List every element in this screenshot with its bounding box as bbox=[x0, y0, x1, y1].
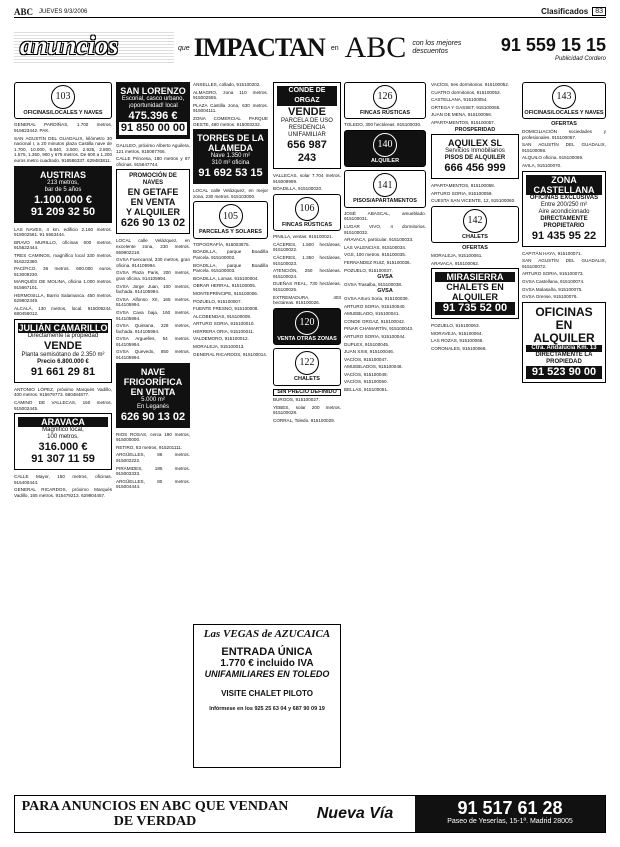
section-105 bbox=[193, 201, 268, 238]
ad-phone: 91 661 29 81 bbox=[30, 365, 96, 378]
section-number: 105 bbox=[219, 204, 243, 228]
list-item: CORRAL, Toledo. 915100029. bbox=[273, 417, 335, 423]
banner-phone: 91 559 15 15 bbox=[500, 34, 606, 55]
list-item: POZUELO, 915100063. bbox=[431, 323, 480, 329]
ad-heading: Las VEGAS de AZUCAICA bbox=[203, 628, 331, 640]
ad-phone: 666 456 999 bbox=[444, 162, 506, 175]
list-item: VACÍOS, tres dormitorios. 915100052. bbox=[431, 82, 510, 87]
list-item: ZONA COMERCIAL PARQUE OESTE, 480 metros. 915003232. bbox=[193, 115, 268, 127]
ad-line: EN VENTA bbox=[130, 197, 176, 208]
ad-line: PROMOCIÓN DE NAVES bbox=[129, 173, 177, 187]
section-126 bbox=[344, 82, 426, 119]
ad-heading: TORRES DE LA ALAMEDA bbox=[197, 133, 264, 154]
list-item: BOADILLA, 915100020. bbox=[273, 186, 323, 192]
banner-abc-logo: ABC bbox=[344, 31, 407, 64]
list-item: CALLE Mayor, 150 metros, oficinas. 915400444. bbox=[14, 474, 112, 485]
list-item: LAS NAVES, 4 km. edificio 2.160 metros. 918002561. 91 5563444. bbox=[14, 226, 112, 238]
footer-ad[interactable] bbox=[14, 795, 606, 833]
section-120 bbox=[273, 308, 341, 345]
ad-conde-orgaz[interactable] bbox=[273, 82, 341, 169]
list-item: APARTAMENTOS, 915100057. bbox=[431, 119, 496, 125]
ad-line: CHALETS EN ALQUILER bbox=[446, 282, 504, 303]
ad-line: Magnífico local, bbox=[42, 427, 84, 434]
page-header bbox=[14, 6, 606, 18]
list-item: ARTURO SORIA, 915100040. bbox=[344, 303, 406, 309]
list-item: LAS VALENCIAS, 915100034. bbox=[344, 244, 407, 250]
subsection-label: SIN PRECIO DEFINIDO bbox=[273, 389, 341, 397]
footer-brand: Nueva Vía bbox=[316, 805, 394, 822]
section-name: VENTA OTRAS ZONAS bbox=[277, 335, 337, 342]
section-name: FINCAS RÚSTICAS bbox=[359, 110, 411, 116]
list-item: ARTURO SORIA, 915100044. bbox=[344, 333, 406, 339]
list-item: ARAVACA, 915100062. bbox=[431, 260, 480, 266]
list-item: AMUEBLADOS, 915100048. bbox=[344, 364, 403, 370]
list-item: GENERAL RICARDOS, 915100014. bbox=[193, 351, 268, 357]
list-item: LUGAR VIVO, 4 dormitorios. 915100032. bbox=[344, 224, 426, 235]
banner-anuncios: anuncios bbox=[14, 31, 174, 65]
page-date: JUEVES 9/3/2006 bbox=[39, 8, 88, 15]
ad-heading: SAN LORENZO bbox=[120, 86, 186, 96]
page-number: 83 bbox=[592, 7, 606, 16]
list-item: RETIRO, 83 metros, 915201111. bbox=[116, 444, 183, 450]
ad-heading: AQUILEX SL bbox=[447, 138, 502, 149]
ad-oficinas-alquiler[interactable] bbox=[522, 302, 606, 383]
list-item: POZUELO, 915100037. bbox=[344, 267, 393, 273]
list-item: PACÍFICO, 36 metros. 600.000 euros. 913009230. bbox=[14, 266, 112, 277]
list-item: RIOS ROSAS, cerca 190 metros, 915000000. bbox=[116, 431, 190, 443]
ad-julian-camarillo[interactable] bbox=[14, 319, 112, 383]
ad-austrias[interactable] bbox=[14, 166, 112, 223]
ad-heading: ZONA CASTELLANA bbox=[526, 175, 602, 195]
ad-line: Nave 1.350 m² bbox=[210, 153, 251, 160]
ad-line: PISOS DE ALQUILER bbox=[444, 155, 506, 162]
list-item: GVSA Arguelles, 54 metros. 914105994. bbox=[116, 336, 190, 347]
list-item: TOLEDO, 300 hectáreas. 915100030. bbox=[344, 122, 422, 128]
ad-line: En Leganés bbox=[136, 403, 170, 410]
footer-contact bbox=[415, 796, 605, 832]
top-banner[interactable] bbox=[14, 20, 606, 76]
ad-promocion-naves[interactable] bbox=[116, 169, 190, 234]
list-item: LOCAL calle Velázquez, en excelente zona, 230 metros. 659902218. bbox=[116, 238, 190, 255]
section-number: 142 bbox=[463, 209, 487, 233]
banner-agency: Publicidad Cordero bbox=[554, 55, 606, 62]
ad-line: ¡oportunidad! local bbox=[128, 103, 178, 109]
list-item: CUESTA SAN VICENTE, 12, 915100060. bbox=[431, 198, 516, 204]
list-item: BOADILLA, parque Boadilla Parcela. 915100002. bbox=[193, 249, 268, 260]
banner-contact bbox=[482, 35, 606, 62]
list-item: VACÍOS, 915100047. bbox=[344, 356, 388, 362]
footer-slogan: PARA ANUNCIOS EN ABC QUE VENDAN DE VERDAD bbox=[21, 799, 289, 829]
section-name: OFICINAS/LOCALES Y NAVES bbox=[23, 110, 103, 116]
ad-price: 475.396 € bbox=[128, 110, 178, 122]
list-item: CÁCERES, 1.500 hectáreas. 915100022. bbox=[273, 241, 341, 253]
ad-price: 316.000 € bbox=[38, 441, 88, 454]
ad-line: VENDE bbox=[44, 339, 82, 352]
ad-line: bar de 5 años bbox=[44, 186, 82, 193]
ad-heading: NAVE FRIGORÍFICA EN VENTA bbox=[123, 366, 183, 397]
ad-line: 100 metros. bbox=[47, 434, 79, 441]
list-item: ATENCIÓN, 250 hectáreas. 915100024. bbox=[273, 268, 341, 279]
footer-address: Paseo de Yeserías, 15-1ª. Madrid 28005 bbox=[447, 818, 573, 825]
list-item: PINAR CHAMARTÍN, 915100043. bbox=[344, 326, 414, 332]
banner-que: que bbox=[178, 44, 190, 52]
list-item: ALCALÁ, 130 metros, local. 915009244. 680456012. bbox=[14, 305, 112, 317]
ad-aquilex[interactable] bbox=[431, 134, 519, 179]
ad-heading: AUSTRIAS bbox=[39, 169, 86, 180]
ad-las-vegas-azucaica[interactable] bbox=[193, 624, 341, 768]
list-item: YEBES, solar 200 metros. 915100028. bbox=[273, 404, 341, 416]
ad-line: Entre 200/250 m² bbox=[540, 201, 588, 208]
list-item: BELLAS, 915100051. bbox=[344, 387, 389, 393]
section-106 bbox=[273, 194, 341, 231]
list-item: ARTURO SORIA, 915100059. bbox=[431, 190, 493, 196]
ad-line: DIRECTAMENTE LA PROPIEDAD bbox=[535, 351, 593, 365]
ad-heading: JULIÁN CAMARILLO bbox=[18, 322, 108, 333]
list-item: GENERAL RICARDOS, próximo Marqués Vadillo, 165 metros. 915479213. 629904457. bbox=[14, 487, 112, 499]
ad-line: 310 m² oficina bbox=[211, 160, 250, 167]
list-item: EXTREMADURA, 403 hectáreas. 915100026. bbox=[273, 294, 341, 306]
column-5 bbox=[344, 82, 426, 770]
gvsa-label: GVSA bbox=[377, 288, 393, 295]
ofertas-label: OFERTAS bbox=[462, 245, 488, 252]
list-item: OBRAR HERRAL, 915100005. bbox=[193, 283, 257, 289]
list-item: GVSA Jorge Juan, 100 metros, fachada. 914105994. bbox=[116, 283, 190, 295]
list-item: ALMAGRO, zona 110 metros. 915002555. bbox=[193, 89, 268, 101]
list-item: JUAN DE MENA, 915100056. bbox=[431, 112, 493, 118]
list-item: TRES CAMINOS, magnífico local 330 metros. 916222380. bbox=[14, 252, 112, 264]
list-item: ARGÜELLES, 86 metros. 915002222. bbox=[116, 452, 190, 464]
column-7 bbox=[522, 82, 606, 770]
section-142 bbox=[431, 206, 519, 243]
list-item: VACÍOS, 915100050. bbox=[344, 379, 388, 385]
list-item: VACÍOS, 915100049. bbox=[344, 371, 388, 377]
list-item: GVSA Orense, 915100076. bbox=[522, 294, 578, 300]
ad-heading: OFICINAS EN ALQUILER bbox=[533, 304, 595, 345]
list-item: CONDE ORGAZ, 915100042. bbox=[344, 318, 406, 324]
paper-name: ABC bbox=[14, 6, 34, 17]
ad-phone: 91 209 32 50 bbox=[30, 205, 96, 218]
list-item: SAN AGUSTÍN DEL GUADALIX, kilómetro 30 nacional I, a 20 minutos plaza Castilla nave de 1.700, 10.000, 6.840, 3.500, 2.925, 2.800, 1.575, 1.350, 900 y 675 metros. De 600 a 1.200 euros metro cuadrado. 916586337. 629483811. bbox=[14, 135, 112, 163]
list-item: MORALEJA, 915100013. bbox=[193, 344, 245, 350]
section-number: 141 bbox=[373, 173, 397, 197]
list-item: MORALEJA, 915100061. bbox=[431, 252, 483, 258]
list-item: GALILEO, próximo Alberto Aguilera, 121 metros, 915087766. bbox=[116, 143, 190, 154]
list-item: VALLECAS, solar 7.704 metros. 915009999. bbox=[273, 173, 341, 184]
ad-line: Y ALQUILER bbox=[125, 207, 180, 218]
list-item: VGS, 100 metros. 915100035. bbox=[344, 252, 407, 258]
list-item: GVSA Cava baja, 160 metros. 914105994. bbox=[116, 309, 190, 321]
list-item: GENERAL PARDIÑAS, 1.700 metros. 915623442. PAK. bbox=[14, 122, 112, 133]
list-item: ANTONIO LÓPEZ, próximo Marqués Vadillo, 400 metros. 915679773. 680484877. bbox=[14, 386, 112, 398]
ad-aravaca[interactable] bbox=[14, 413, 112, 470]
list-item: GVSA Quintana, 229 metros, fachada. 914105994. bbox=[116, 323, 190, 334]
list-item: BRAVO MURILLO, oficinas 600 metros. 915622444. bbox=[14, 239, 112, 251]
list-item: JUAN XXIII, 915100046. bbox=[344, 349, 395, 355]
section-number: 122 bbox=[295, 351, 319, 375]
ad-nave-frigorifica[interactable] bbox=[116, 363, 190, 428]
ad-price: 1.100.000 € bbox=[33, 193, 93, 206]
ad-heading: CONDE DE ORGAZ bbox=[277, 86, 337, 106]
ad-san-lorenzo[interactable] bbox=[116, 82, 190, 139]
list-item: PINILLA, ventas. 915100021. bbox=[273, 234, 334, 240]
list-item: AVILA, 915100070. bbox=[522, 162, 562, 168]
column-2 bbox=[116, 82, 190, 770]
ad-phone: Infórmese en los 925 25 63 04 y 687 90 09 19 bbox=[209, 706, 325, 712]
section-143 bbox=[522, 82, 606, 119]
ad-line: PARCELA DE USO RESIDENCIA UNIFAMILIAR bbox=[281, 118, 333, 138]
list-item: BOADILLA, parque Boadilla Parcela. 915100003. bbox=[193, 262, 268, 274]
ad-line: Planta semisótano de 2.350 m² bbox=[21, 351, 105, 358]
section-number: 106 bbox=[295, 197, 319, 221]
ad-line: DIRECTAMENTE PROPIETARIO bbox=[540, 215, 588, 229]
list-item: ALCOBENDAS, 915100009. bbox=[193, 313, 252, 319]
list-item: ALQUILO oficina. 915100069. bbox=[522, 155, 584, 161]
list-item: GVSA Malasaña, 915100075. bbox=[522, 286, 583, 292]
ad-heading: MIRASIERRA bbox=[435, 272, 515, 282]
ad-line: VISITE CHALET PILOTO bbox=[221, 689, 313, 698]
list-item: FUENTE FRESNO, 915100008. bbox=[193, 306, 259, 312]
ad-phone: 91 307 11 59 bbox=[31, 453, 95, 466]
section-103 bbox=[14, 82, 112, 119]
ad-phone: 91 692 53 15 bbox=[198, 167, 263, 180]
prosperidad-label: PROSPERIDAD bbox=[454, 126, 496, 133]
section-number: 120 bbox=[295, 311, 319, 335]
ad-line: EN GETAFE bbox=[127, 187, 179, 198]
list-item: ARAVACA, particular. 915100033. bbox=[344, 237, 414, 243]
banner-tagline: con los mejores descuentos bbox=[412, 40, 462, 55]
list-item: JOSÉ ABASCAL, amueblado. 915100031. bbox=[344, 210, 426, 222]
section-number: 143 bbox=[552, 85, 576, 109]
ad-phone: 91 435 95 22 bbox=[531, 229, 597, 242]
ad-line: ENTRADA ÚNICA bbox=[221, 646, 313, 658]
list-item: BURGOS, 915100027. bbox=[273, 397, 320, 403]
section-title: Clasificados bbox=[541, 7, 589, 16]
list-item: LOCAL calle Velázquez, en mejor zona, 230 metros. 915103000. bbox=[193, 188, 268, 199]
ad-phone: 626 90 13 02 bbox=[120, 217, 186, 230]
list-item: PIRAMIDES, 185 metros. 915003333. bbox=[116, 465, 190, 477]
ad-line: Escorial, casco urbano, bbox=[121, 96, 185, 102]
list-item: MONTEPRÍNCIPE, 915100006. bbox=[193, 290, 259, 296]
section-number: 140 bbox=[373, 133, 397, 157]
ad-line: 5.000 m² bbox=[141, 396, 165, 403]
section-name: CHALETS bbox=[462, 233, 488, 240]
section-name: PISOS/APARTAMENTOS bbox=[353, 198, 417, 205]
list-item: ORTEGA Y GASSET, 915100055. bbox=[431, 104, 501, 110]
list-item: ARTURO SORIA, 915100010. bbox=[193, 321, 255, 327]
ad-heading: ARAVACA bbox=[18, 417, 108, 427]
ad-line: Ctra. Andalucía Km. 13 bbox=[526, 345, 602, 352]
ad-phone: 91 523 90 00 bbox=[526, 366, 602, 379]
list-item: PLAZA Castilla zona, 630 metros. 915004111. bbox=[193, 102, 268, 114]
list-item: GVSA Quevedo, 850 metros. 914105994. bbox=[116, 349, 190, 361]
ad-phone: 626 90 13 02 bbox=[120, 410, 186, 423]
list-item: CASTELLANA, 915100054. bbox=[431, 97, 488, 103]
list-item: CÁCERES, 1.350 hectáreas. 915100023. bbox=[273, 254, 341, 266]
ad-juban-mirasierra[interactable] bbox=[431, 268, 519, 319]
list-item: DUPLEX, 915100045. bbox=[344, 341, 390, 347]
list-item: SAN AGUSTÍN DEL GUADALIX, 915100068. bbox=[522, 142, 606, 153]
ad-line: Aire acondicionado bbox=[538, 208, 590, 215]
column-6 bbox=[431, 82, 519, 770]
ad-phone: 656 987 243 bbox=[287, 139, 327, 164]
ad-line: OFICINAS EXCLUSIVAS bbox=[529, 194, 599, 201]
list-item: HERMOSILLA, Barrio Salamanca. 450 metros. 629802349. bbox=[14, 292, 112, 304]
list-item: CUATRO dormitorios, 915100053. bbox=[431, 89, 501, 95]
section-name: CHALETS bbox=[294, 376, 320, 383]
list-item: LAS ROZAS, 915100065. bbox=[431, 338, 484, 344]
list-item: AMUEBLADO, 915100041. bbox=[344, 311, 400, 317]
ad-zona-castellana[interactable] bbox=[522, 171, 606, 247]
ad-price: Precio 6.800.000 € bbox=[37, 358, 89, 365]
section-name: OFICINAS/LOCALES Y NAVES bbox=[524, 110, 604, 116]
ad-line: UNIFAMILIARES EN TOLEDO bbox=[204, 669, 330, 679]
ad-line: 213 metros, bbox=[47, 179, 79, 186]
list-item: GVSA Trasalba, 915100038. bbox=[344, 281, 403, 287]
banner-impactan: IMPACTAN bbox=[193, 33, 325, 62]
section-number: 103 bbox=[51, 85, 75, 109]
ad-line: VENDE bbox=[288, 106, 326, 118]
list-item: VALDEMORO, 915100012. bbox=[193, 336, 249, 342]
list-item: ARTURO SORIA, 915100073. bbox=[522, 271, 584, 277]
list-item: GVSA Arturo Soria, 915100039. bbox=[344, 295, 409, 301]
list-item: SAN AGUSTÍN DEL GUADALIX, 915100072. bbox=[522, 258, 606, 269]
footer-phone: 91 517 61 28 bbox=[457, 798, 563, 818]
ad-phone: 91 850 00 00 bbox=[120, 122, 186, 134]
ad-line: Servicios Inmobiliarios bbox=[445, 148, 505, 155]
ofertas-label: OFERTAS bbox=[551, 121, 577, 128]
list-item: POZUELO, 915100007. bbox=[193, 298, 242, 304]
list-item: GVSA Castellana, 915100074. bbox=[522, 278, 585, 284]
section-name: PARCELAS Y SOLARES bbox=[199, 229, 262, 236]
list-item: CALLE Princesa, 180 metros y 87 oficinas. 915647744. bbox=[116, 156, 190, 167]
section-122 bbox=[273, 348, 341, 385]
section-name: ALQUILER bbox=[370, 158, 400, 164]
list-item: CORONALES, 915100066. bbox=[431, 345, 487, 351]
list-item: BOADILLA, Lomas. 915100004. bbox=[193, 275, 259, 281]
gvsa-label: GVSA bbox=[377, 274, 393, 281]
list-item: DOMICILIACIÓN sociedades y profesionales. 915100067. bbox=[522, 129, 606, 140]
ad-line: Directamente la propiedad bbox=[27, 332, 99, 339]
ad-line: 1.770 € incluido IVA bbox=[220, 658, 314, 669]
section-number: 126 bbox=[373, 85, 397, 109]
ad-torres-alameda[interactable] bbox=[193, 129, 268, 184]
list-item: CAMINO DE VALLECAS, 150 metros. 915002445. bbox=[14, 400, 112, 411]
list-item: HERRERA ORIA, 915100011. bbox=[193, 328, 255, 334]
list-item: CAPITÁN HAYA, 915100071. bbox=[522, 250, 582, 256]
ad-phone: 91 735 52 00 bbox=[435, 302, 515, 315]
section-140 bbox=[344, 130, 426, 167]
banner-en: en bbox=[330, 44, 339, 52]
list-item: APARTAMENTOS, 915100058. bbox=[431, 183, 496, 189]
list-item: GVSA Plaza Paris, 200 metros, gran oficina. 914105994. bbox=[116, 270, 190, 281]
list-item: TOPOGRAFÍA, 915003875. bbox=[193, 241, 250, 247]
list-item: GVSA Alfonso XII, 165 metros. 914105994. bbox=[116, 296, 190, 308]
column-1 bbox=[14, 82, 112, 770]
section-name: FINCAS RÚSTICAS bbox=[281, 221, 333, 228]
list-item: ARGÜELLES, 80 metros. 915004444. bbox=[116, 478, 190, 490]
list-item: MORAVEJA, 915100064. bbox=[431, 330, 483, 336]
list-item: MARQUÉS DE MOLINA, oficina 1.000 metros. 915667101. bbox=[14, 279, 112, 290]
list-item: DUEÑAS REAL, 730 hectáreas. 915100025. bbox=[273, 281, 341, 292]
section-141 bbox=[344, 170, 426, 207]
list-item: ANSELLES, collado, 915100202. bbox=[193, 82, 261, 87]
list-item: GVSA Fuencarral, 330 metros, gran oficina. 914105994. bbox=[116, 257, 190, 268]
list-item: FERNANDEZ RUIZ, 915100036. bbox=[344, 259, 411, 265]
